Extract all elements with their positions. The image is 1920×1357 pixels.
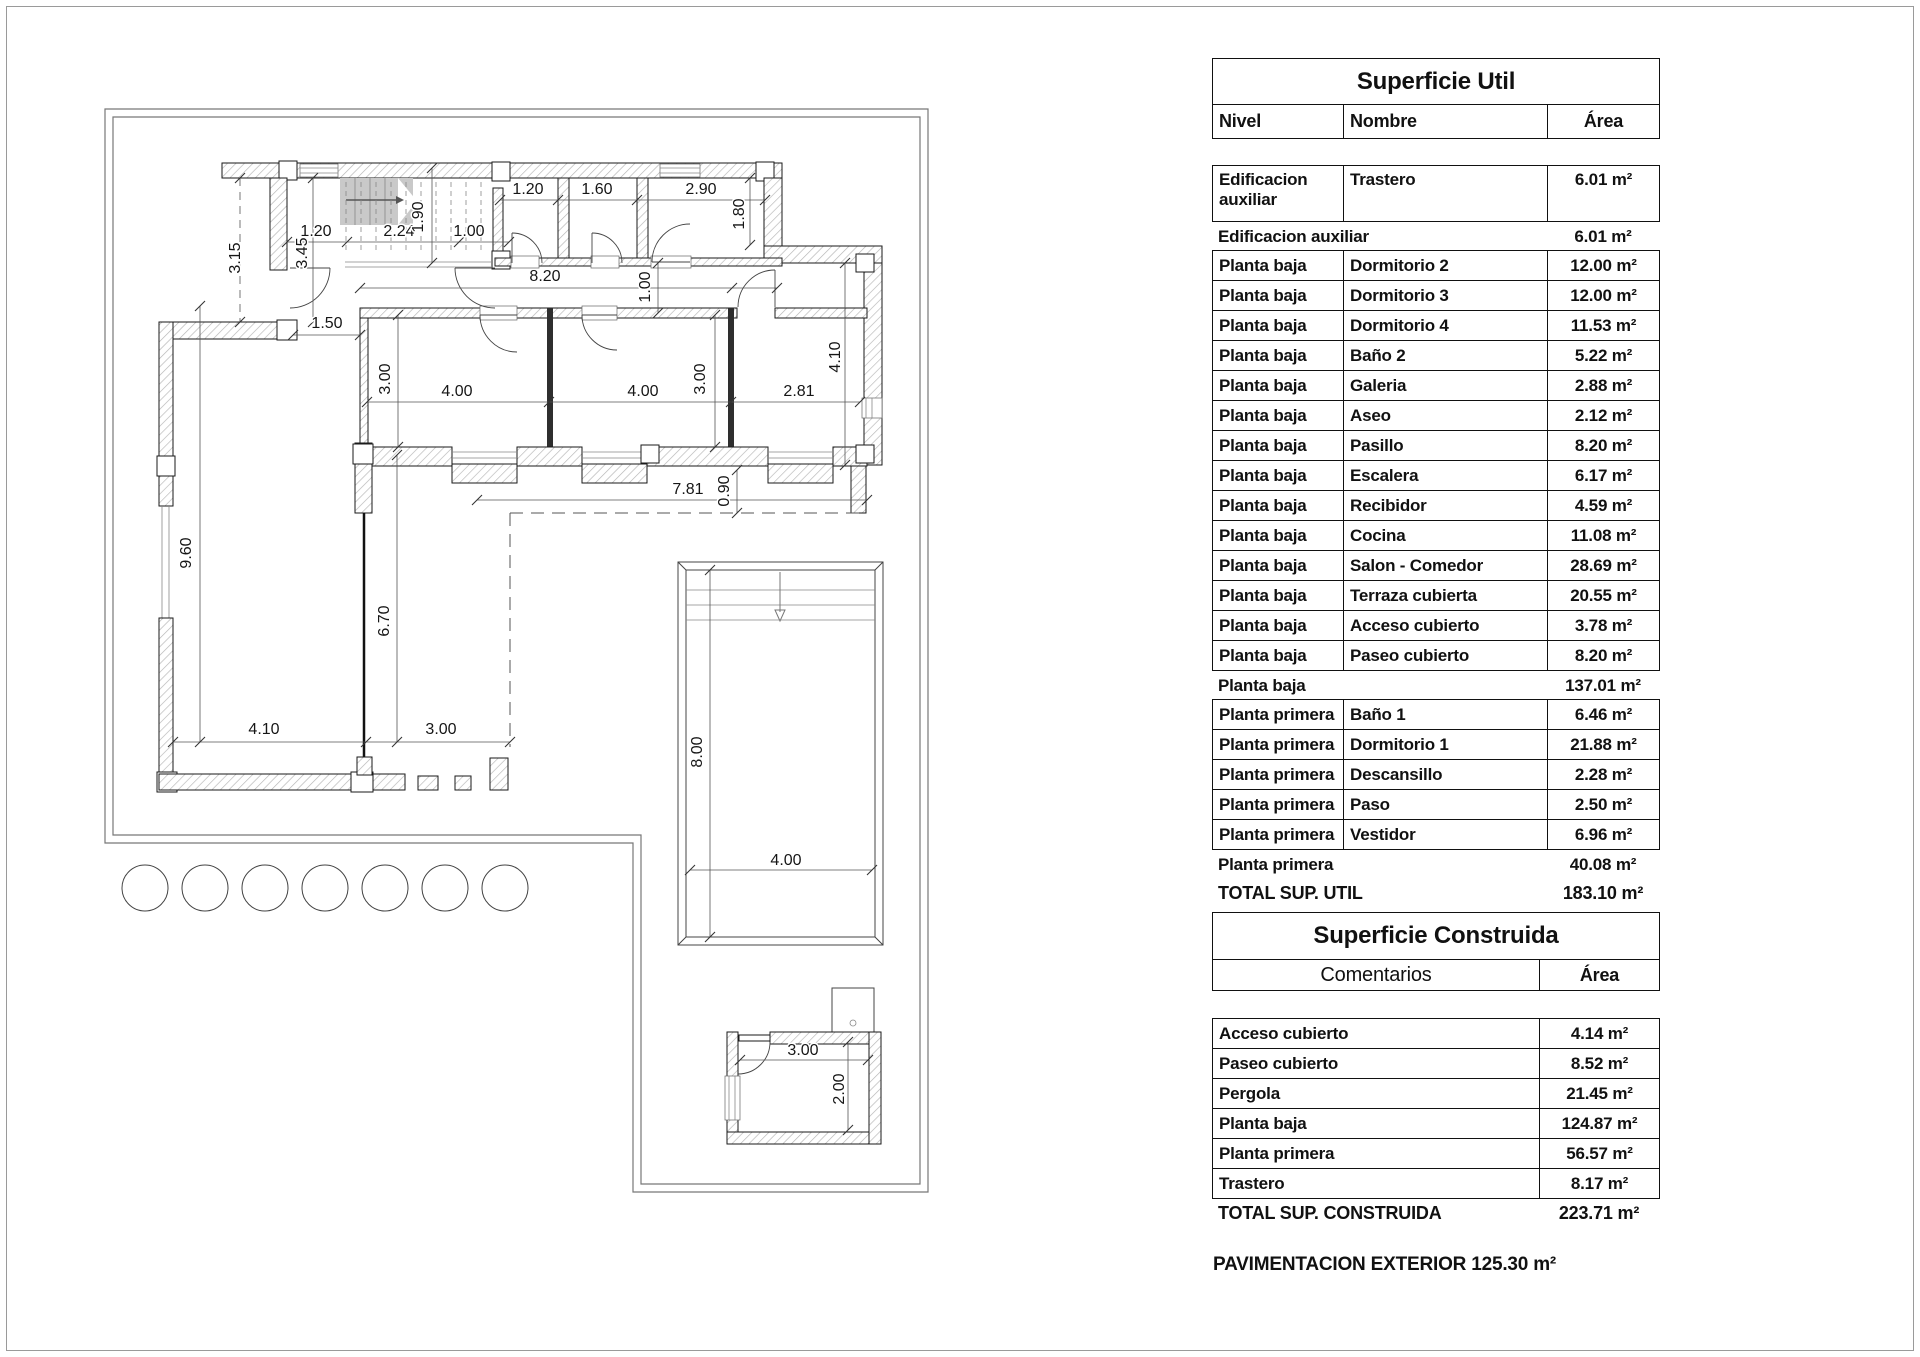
cell-area: 56.57 m² (1539, 1139, 1659, 1168)
table-header-row (1212, 960, 1660, 991)
dimension-label: 1.00 (453, 223, 485, 240)
dimension-label: 8.20 (529, 268, 561, 285)
dimension-label: 2.00 (831, 1073, 848, 1105)
table-row (1212, 280, 1660, 311)
cell-nivel: Planta baja (1219, 585, 1307, 605)
cell-nivel: Planta baja (1219, 315, 1307, 335)
table-row (1212, 550, 1660, 581)
table-row (1212, 250, 1660, 281)
table-row (1212, 520, 1660, 551)
pavement-footnote: PAVIMENTACION EXTERIOR 125.30 m² (1213, 1254, 1557, 1275)
cell-nivel: Planta baja (1219, 645, 1307, 665)
table-row (1212, 789, 1660, 820)
cell-area: 5.22 m² (1547, 341, 1659, 370)
dimension-label: 1.80 (731, 198, 748, 230)
cell-nivel: Planta baja (1219, 345, 1307, 365)
cell-comentario: Acceso cubierto (1219, 1023, 1349, 1043)
cell-nombre: Recibidor (1343, 491, 1547, 520)
cell-area: 6.96 m² (1547, 820, 1659, 849)
table-row (1212, 400, 1660, 431)
dimension-label: 3.45 (294, 237, 311, 269)
summary-label: Planta primera (1218, 854, 1334, 874)
cell-nombre: Terraza cubierta (1343, 581, 1547, 610)
dimension-label: 9.60 (178, 537, 195, 569)
dimension-label: 1.60 (581, 181, 613, 198)
cell-nombre: Baño 2 (1343, 341, 1547, 370)
dimension-label: 0.90 (716, 475, 733, 507)
table-summary-row (1212, 850, 1660, 879)
cell-nivel: Planta baja (1219, 615, 1307, 635)
table-row (1212, 610, 1660, 641)
dimension-label: 3.15 (227, 242, 244, 274)
cell-area: 6.46 m² (1547, 700, 1659, 729)
table-row (1212, 370, 1660, 401)
dimension-label: 2.81 (783, 383, 815, 400)
cell-nivel: Planta baja (1219, 255, 1307, 275)
cell-comentario: Pergola (1219, 1083, 1280, 1103)
cell-nivel: Planta primera (1219, 824, 1335, 844)
cell-comentario: Planta primera (1219, 1143, 1335, 1163)
cell-nivel: Planta primera (1219, 704, 1335, 724)
table-total-row (1212, 879, 1660, 908)
cell-area: 6.01 m² (1547, 166, 1659, 221)
cell-nombre: Vestidor (1343, 820, 1547, 849)
column-header-comentarios: Comentarios (1320, 963, 1432, 986)
table-row (1212, 1018, 1660, 1049)
cell-area: 8.20 m² (1547, 431, 1659, 460)
summary-label: Edificacion auxiliar (1218, 226, 1369, 246)
table-header-row (1212, 105, 1660, 139)
table-row (1212, 430, 1660, 461)
cell-comentario: Paseo cubierto (1219, 1053, 1339, 1073)
summary-label: TOTAL SUP. UTIL (1218, 883, 1363, 903)
tree-circles (122, 865, 528, 911)
table-row (1212, 729, 1660, 760)
cell-nivel: Planta baja (1219, 555, 1307, 575)
cell-area: 28.69 m² (1547, 551, 1659, 580)
cell-area: 20.55 m² (1547, 581, 1659, 610)
cell-nombre: Salon - Comedor (1343, 551, 1547, 580)
cell-area: 11.53 m² (1547, 311, 1659, 340)
cell-area: 12.00 m² (1547, 281, 1659, 310)
table-summary-row (1212, 222, 1660, 251)
cell-area: 124.87 m² (1539, 1109, 1659, 1138)
dimension-label: 1.90 (410, 201, 427, 233)
cell-nivel: Planta baja (1219, 285, 1307, 305)
cell-nombre: Paso (1343, 790, 1547, 819)
cell-nivel: Planta baja (1219, 405, 1307, 425)
cell-nombre: Descansillo (1343, 760, 1547, 789)
cell-nombre: Aseo (1343, 401, 1547, 430)
dimension-label: 3.00 (377, 363, 394, 395)
superficie-util-table (1212, 58, 1660, 908)
dimension-label: 8.00 (689, 736, 706, 768)
summary-label: TOTAL SUP. CONSTRUIDA (1218, 1203, 1442, 1223)
table-title: Superficie Util (1212, 58, 1660, 105)
cell-area: 2.88 m² (1547, 371, 1659, 400)
table-title: Superficie Construida (1212, 912, 1660, 960)
dimension-label: 3.00 (692, 363, 709, 395)
cell-area: 12.00 m² (1547, 251, 1659, 280)
table-row (1212, 1108, 1660, 1139)
cell-area: 4.14 m² (1539, 1019, 1659, 1048)
cell-nombre: Paseo cubierto (1343, 641, 1547, 670)
column-header-nombre: Nombre (1343, 105, 1547, 138)
cell-comentario: Trastero (1219, 1173, 1285, 1193)
table-row (1212, 640, 1660, 671)
cell-area: 21.45 m² (1539, 1079, 1659, 1108)
column-header-area: Área (1547, 105, 1659, 138)
cell-nivel: Planta baja (1219, 495, 1307, 515)
cell-nivel: Planta primera (1219, 794, 1335, 814)
dimension-label: 2.90 (685, 181, 717, 198)
summary-area: 137.01 m² (1565, 675, 1641, 695)
dimension-label: 3.00 (425, 721, 457, 738)
cell-area: 6.17 m² (1547, 461, 1659, 490)
dimension-label: 4.00 (770, 852, 802, 869)
dimension-label: 4.10 (827, 341, 844, 373)
dimension-label: 2.24 (383, 223, 415, 240)
dimension-label: 1.20 (512, 181, 544, 198)
pergola-outline (510, 513, 867, 747)
auxiliary-building (725, 988, 881, 1144)
summary-label: Planta baja (1218, 675, 1306, 695)
house-walls (157, 161, 882, 792)
cell-area: 2.50 m² (1547, 790, 1659, 819)
table-row (1212, 460, 1660, 491)
table-row (1212, 310, 1660, 341)
cell-nombre: Dormitorio 1 (1343, 730, 1547, 759)
column-header-nivel: Nivel (1219, 111, 1262, 131)
summary-area: 223.71 m² (1558, 1203, 1640, 1223)
table-row (1212, 1048, 1660, 1079)
dimension-label: 6.70 (376, 605, 393, 637)
swimming-pool (678, 562, 883, 945)
cell-nombre: Galeria (1343, 371, 1547, 400)
cell-nombre: Dormitorio 2 (1343, 251, 1547, 280)
cell-area: 4.59 m² (1547, 491, 1659, 520)
cell-area: 2.12 m² (1547, 401, 1659, 430)
cell-nivel: Planta baja (1219, 525, 1307, 545)
cell-nombre: Pasillo (1343, 431, 1547, 460)
summary-area: 40.08 m² (1569, 854, 1637, 874)
dimension-label: 1.50 (311, 315, 343, 332)
dimension-label: 1.20 (300, 223, 332, 240)
summary-area: 6.01 m² (1574, 226, 1632, 246)
table-body (1212, 1018, 1660, 1228)
cell-nivel: Planta baja (1219, 435, 1307, 455)
cell-area: 21.88 m² (1547, 730, 1659, 759)
table-body (1212, 165, 1660, 908)
cell-nivel: Planta primera (1219, 734, 1335, 754)
dimension-label: 3.00 (787, 1042, 819, 1059)
cell-nombre: Dormitorio 4 (1343, 311, 1547, 340)
dimension-label: 4.10 (248, 721, 280, 738)
table-summary-row (1212, 671, 1660, 700)
dimension-label: 7.81 (672, 481, 704, 498)
cell-nombre: Acceso cubierto (1343, 611, 1547, 640)
table-row (1212, 1138, 1660, 1169)
cell-nivel: Planta baja (1219, 465, 1307, 485)
cell-nombre: Baño 1 (1343, 700, 1547, 729)
table-row (1212, 580, 1660, 611)
column-header-area: Área (1539, 960, 1659, 990)
dimension-label: 4.00 (441, 383, 473, 400)
cell-area: 8.20 m² (1547, 641, 1659, 670)
cell-nombre: Dormitorio 3 (1343, 281, 1547, 310)
cell-nivel: Planta baja (1219, 375, 1307, 395)
cell-area: 8.52 m² (1539, 1049, 1659, 1078)
cell-area: 11.08 m² (1547, 521, 1659, 550)
table-row (1212, 759, 1660, 790)
cell-nombre: Trastero (1343, 166, 1547, 221)
cell-area: 2.28 m² (1547, 760, 1659, 789)
table-total-row (1212, 1199, 1660, 1228)
cell-area: 3.78 m² (1547, 611, 1659, 640)
cell-nivel: Edificacion auxiliar (1219, 170, 1308, 209)
summary-area: 183.10 m² (1562, 883, 1644, 903)
table-row (1212, 819, 1660, 850)
table-row (1212, 1168, 1660, 1199)
table-row (1212, 340, 1660, 371)
table-row (1212, 490, 1660, 521)
cell-nombre: Cocina (1343, 521, 1547, 550)
cell-nombre: Escalera (1343, 461, 1547, 490)
dimension-label: 1.00 (637, 271, 654, 303)
table-row (1212, 1078, 1660, 1109)
cell-area: 8.17 m² (1539, 1169, 1659, 1198)
table-row (1212, 165, 1660, 222)
cell-nivel: Planta primera (1219, 764, 1335, 784)
table-row (1212, 699, 1660, 730)
cell-comentario: Planta baja (1219, 1113, 1307, 1133)
superficie-construida-table (1212, 912, 1660, 1228)
dimension-label: 4.00 (627, 383, 659, 400)
